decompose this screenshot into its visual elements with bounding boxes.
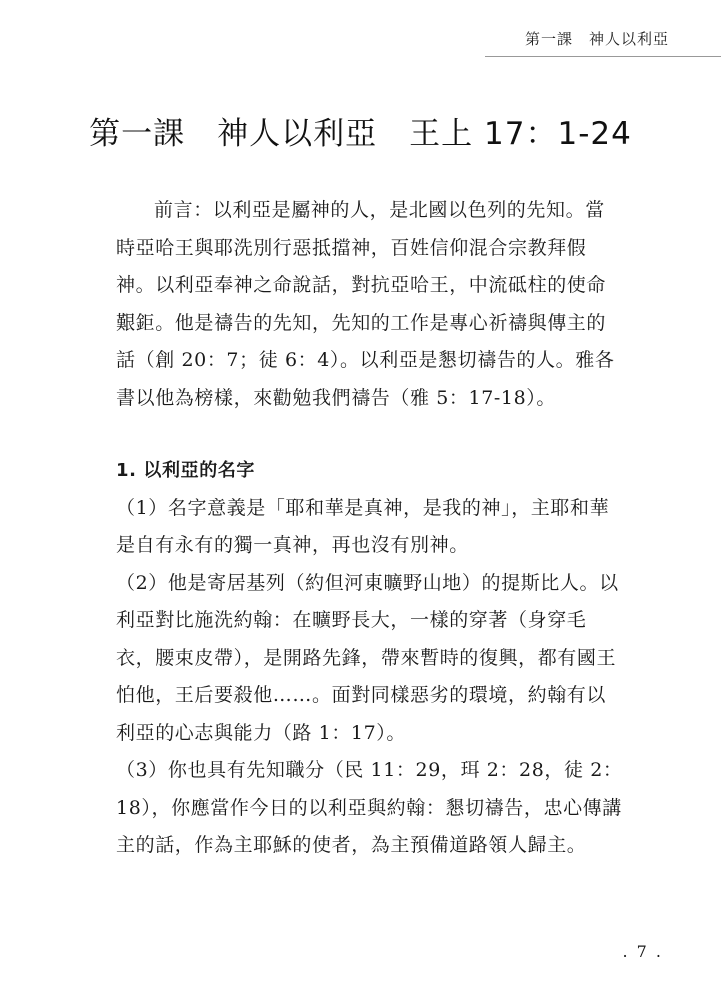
intro-paragraph: 前言：以利亞是屬神的人，是北國以色列的先知。當時亞哈王與耶洗別行惡抵擋神，百姓信仰混合宗教拜假神。以利亞奉神之命說話，對抗亞哈王，中流砥柱的使命艱鉅。他是禱告的先知，先知的工作是專心祈禱與傳主的話（創 20：7；徒 6：4）。以利亞是懇切禱告的人。雅各書以他為榜樣，來勸勉我們禱告（雅 5：17-18）。 xyxy=(116,199,615,409)
section-point-3: （3）你也具有先知職分（民 11：29，珥 2：28，徒 2：18），你應當作今日的以利亞與約翰：懇切禱告，忠心傳講主的話，作為主耶穌的使者，為主預備道路領人歸主。 xyxy=(116,759,623,856)
section-point-1: （1）名字意義是「耶和華是真神，是我的神」，主耶和華是自有永有的獨一真神，再也沒有別神。 xyxy=(116,496,610,556)
lesson-body xyxy=(116,192,624,865)
section-point-2: （2）他是寄居基列（約但河東曠野山地）的提斯比人。以利亞對比施洗約翰：在曠野長大，一樣的穿著（身穿毛衣，腰束皮帶），是開路先鋒，帶來暫時的復興，都有國王怕他，王后要殺他……。面對同樣惡劣的環境，約翰有以利亞的心志與能力（路 1：17）。 xyxy=(116,571,619,744)
lesson-title: 第一課 神人以利亞 王上 17：1-24 xyxy=(89,116,632,152)
section-heading: 1. 以利亞的名字 xyxy=(116,460,256,481)
running-header: 第一課 神人以利亞 xyxy=(524,30,669,48)
page-number: . 7 . xyxy=(622,942,663,961)
